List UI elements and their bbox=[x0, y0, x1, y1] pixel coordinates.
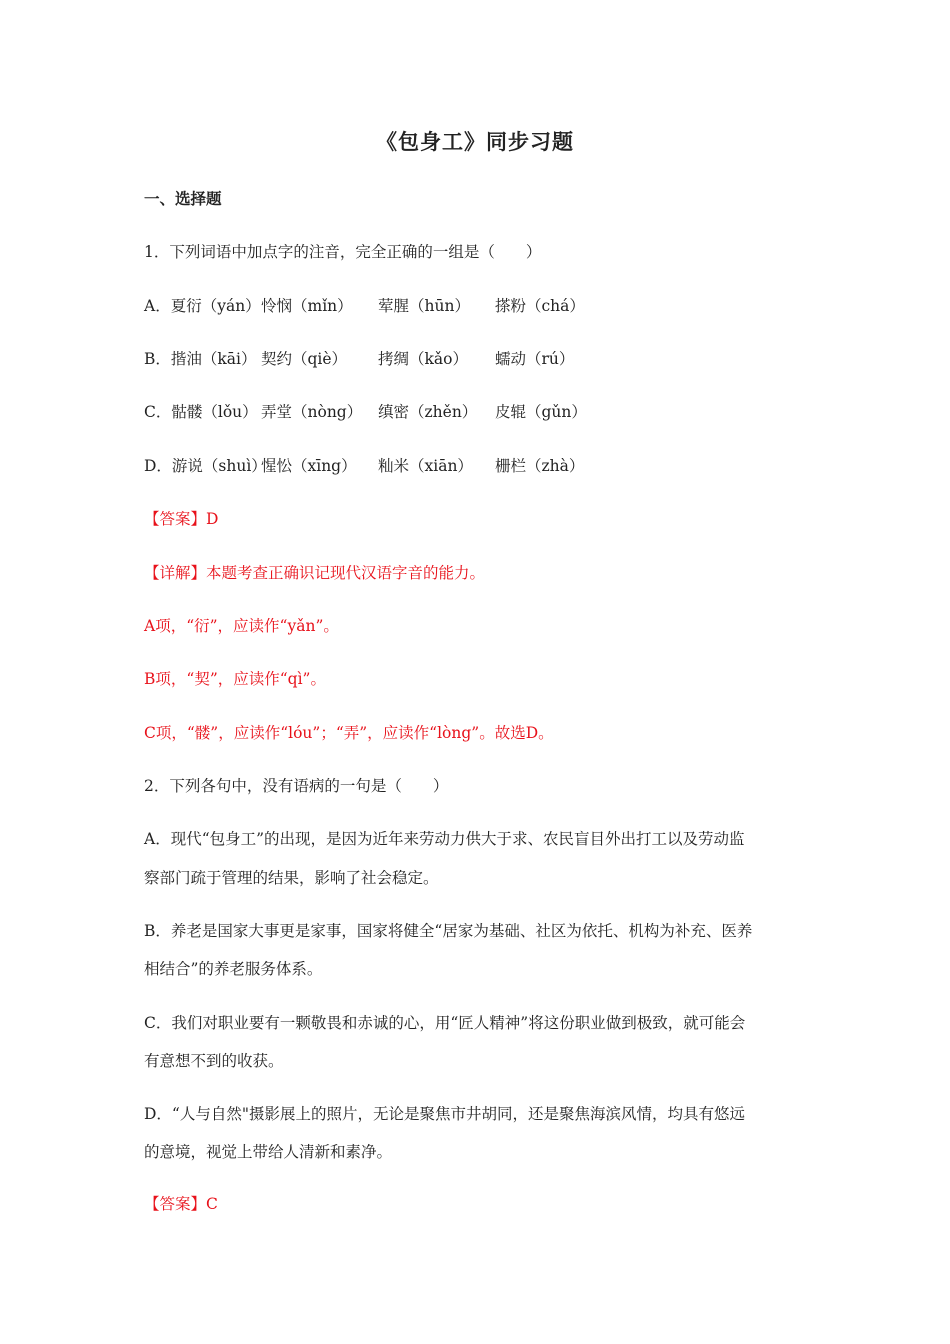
question-2-option-d-line2: 的意境，视觉上带给人清新和素净。 bbox=[144, 1143, 393, 1161]
question-1-option-b bbox=[144, 348, 574, 370]
explanation-line: A项，“衍”，应读作“yǎn”。 bbox=[144, 617, 339, 635]
option-item: 搽粉（chá） bbox=[495, 297, 585, 315]
question-2-answer bbox=[144, 1193, 218, 1215]
detail-text: 本题考查正确识记现代汉语字音的能力。 bbox=[206, 564, 486, 582]
option-item: 缜密（zhěn） bbox=[378, 403, 478, 421]
question-1-answer bbox=[144, 508, 218, 530]
question-2-option-b-line2: 相结合”的养老服务体系。 bbox=[144, 960, 323, 978]
question-1-stem: 1．下列词语中加点字的注音，完全正确的一组是（ ） bbox=[144, 243, 542, 261]
answer-label: 【答案】 bbox=[144, 510, 207, 528]
question-2-option-b-line1: B．养老是国家大事更是家事，国家将健全“居家为基础、社区为依托、机构为补充、医养 bbox=[144, 922, 753, 940]
question-2-option-a-line2: 察部门疏于管理的结果，影响了社会稳定。 bbox=[144, 869, 439, 887]
question-2-stem: 2．下列各句中，没有语病的一句是（ ） bbox=[144, 777, 449, 795]
option-item: 契约（qiè） bbox=[261, 350, 348, 368]
question-1-option-d bbox=[144, 455, 584, 477]
option-item: 拷绸（kǎo） bbox=[378, 350, 468, 368]
question-1-option-a bbox=[144, 295, 585, 317]
option-item: A．夏衍（yán） bbox=[144, 297, 261, 315]
option-item: C．骷髅（lǒu） bbox=[144, 403, 258, 421]
page-title: 《包身工》同步习题 bbox=[376, 129, 574, 154]
option-item: D．游说（shuì） bbox=[144, 457, 267, 475]
explanation-line: C项，“髅”，应读作“lóu”；“弄”，应读作“lòng”。故选D。 bbox=[144, 724, 554, 742]
detail-label: 【详解】 bbox=[144, 564, 207, 582]
question-2-option-c-line1: C．我们对职业要有一颗敬畏和赤诚的心，用“匠人精神”将这份职业做到极致，就可能会 bbox=[144, 1014, 746, 1032]
explanation-line: B项，“契”，应读作“qì”。 bbox=[144, 670, 326, 688]
question-1-detail bbox=[144, 562, 485, 584]
option-item: 惺忪（xīng） bbox=[261, 457, 357, 475]
option-item: 荤腥（hūn） bbox=[378, 297, 470, 315]
answer-value: C bbox=[206, 1195, 218, 1213]
question-1-option-c bbox=[144, 401, 587, 423]
answer-label: 【答案】 bbox=[144, 1195, 207, 1213]
section-heading: 一、选择题 bbox=[144, 190, 222, 208]
answer-value: D bbox=[206, 510, 219, 528]
option-item: B．揩油（kāi） bbox=[144, 350, 257, 368]
option-item: 蠕动（rú） bbox=[495, 350, 575, 368]
question-2-option-d-line1: D．“人与自然"摄影展上的照片，无论是聚焦市井胡同，还是聚焦海滨风情，均具有悠远 bbox=[144, 1105, 745, 1123]
question-2-option-c-line2: 有意想不到的收获。 bbox=[144, 1052, 284, 1070]
option-item: 皮辊（gǔn） bbox=[495, 403, 587, 421]
question-2-option-a-line1: A．现代“包身工”的出现，是因为近年来劳动力供大于求、农民盲目外出打工以及劳动监 bbox=[144, 830, 745, 848]
option-item: 籼米（xiān） bbox=[378, 457, 473, 475]
option-item: 怜悯（mǐn） bbox=[261, 297, 353, 315]
option-item: 弄堂（nòng） bbox=[261, 403, 363, 421]
option-item: 栅栏（zhà） bbox=[495, 457, 585, 475]
